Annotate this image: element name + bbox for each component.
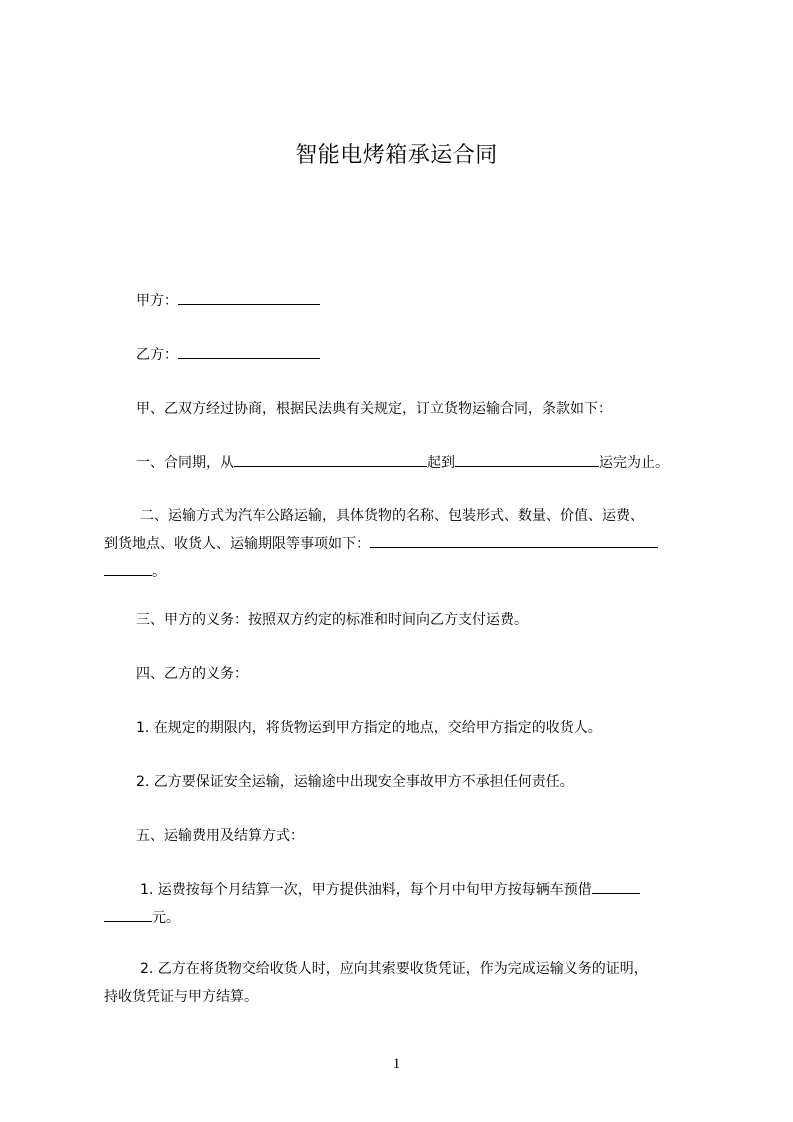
clause-4-heading: 四、乙方的义务： — [136, 666, 248, 682]
clause-5-item-2-line-1: 2. 乙方在将货物交给收货人时，应向其索要收货凭证，作为完成运输义务的证明， — [140, 961, 648, 977]
clause-5-item-1-text: 1. 运费按每个月结算一次，甲方提供油料，每个月中旬甲方按每辆车预借 — [140, 882, 592, 898]
clause-4-item-1: 1. 在规定的期限内，将货物运到甲方指定的地点，交给甲方指定的收货人。 — [136, 720, 602, 736]
clause-1-suffix: 运完为止。 — [599, 455, 669, 471]
clause-5-item-1-line-2 — [104, 904, 700, 932]
clause-1-middle: 起到 — [427, 455, 455, 471]
cargo-details-blank — [370, 530, 658, 548]
party-b-label: 乙方： — [136, 347, 178, 363]
document-title: 智能电烤箱承运合同 — [295, 143, 498, 168]
clause-4-item-2: 2. 乙方要保证安全运输，运输途中出现安全事故甲方不承担任何责任。 — [136, 774, 574, 790]
party-b-blank — [178, 341, 320, 359]
clause-2-line-1: 二、运输方式为汽车公路运输，具体货物的名称、包装形式、数量、价值、运费、 — [140, 508, 644, 524]
clause-2-line-2 — [104, 530, 700, 558]
clause-1-prefix: 一、合同期，从 — [136, 455, 234, 471]
cargo-details-blank-cont — [104, 558, 152, 576]
party-a-blank — [178, 287, 320, 305]
party-a-line — [104, 287, 732, 315]
clause-5-item-1-line-1 — [104, 876, 736, 904]
clause-3: 三、甲方的义务：按照双方约定的标准和时间向乙方支付运费。 — [136, 612, 528, 628]
clause-5-item-1-suffix: 元。 — [152, 910, 180, 926]
contract-end-blank — [455, 449, 599, 467]
clause-2-line-3 — [104, 558, 700, 586]
advance-amount-blank — [592, 876, 640, 894]
intro-paragraph: 甲、乙双方经过协商，根据民法典有关规定，订立货物运输合同，条款如下： — [136, 401, 612, 417]
clause-1 — [104, 449, 732, 477]
contract-start-blank — [234, 449, 427, 467]
advance-amount-blank-cont — [104, 904, 152, 922]
clause-2-line-3-suffix: 。 — [152, 564, 166, 580]
page-number: 1 — [392, 1056, 401, 1072]
clause-2-line-2-text: 到货地点、收货人、运输期限等事项如下： — [104, 536, 370, 552]
party-a-label: 甲方： — [136, 293, 178, 309]
clause-5-heading: 五、运输费用及结算方式： — [136, 828, 304, 844]
clause-5-item-2-line-2: 持收货凭证与甲方结算。 — [104, 989, 258, 1005]
party-b-line — [104, 341, 732, 369]
